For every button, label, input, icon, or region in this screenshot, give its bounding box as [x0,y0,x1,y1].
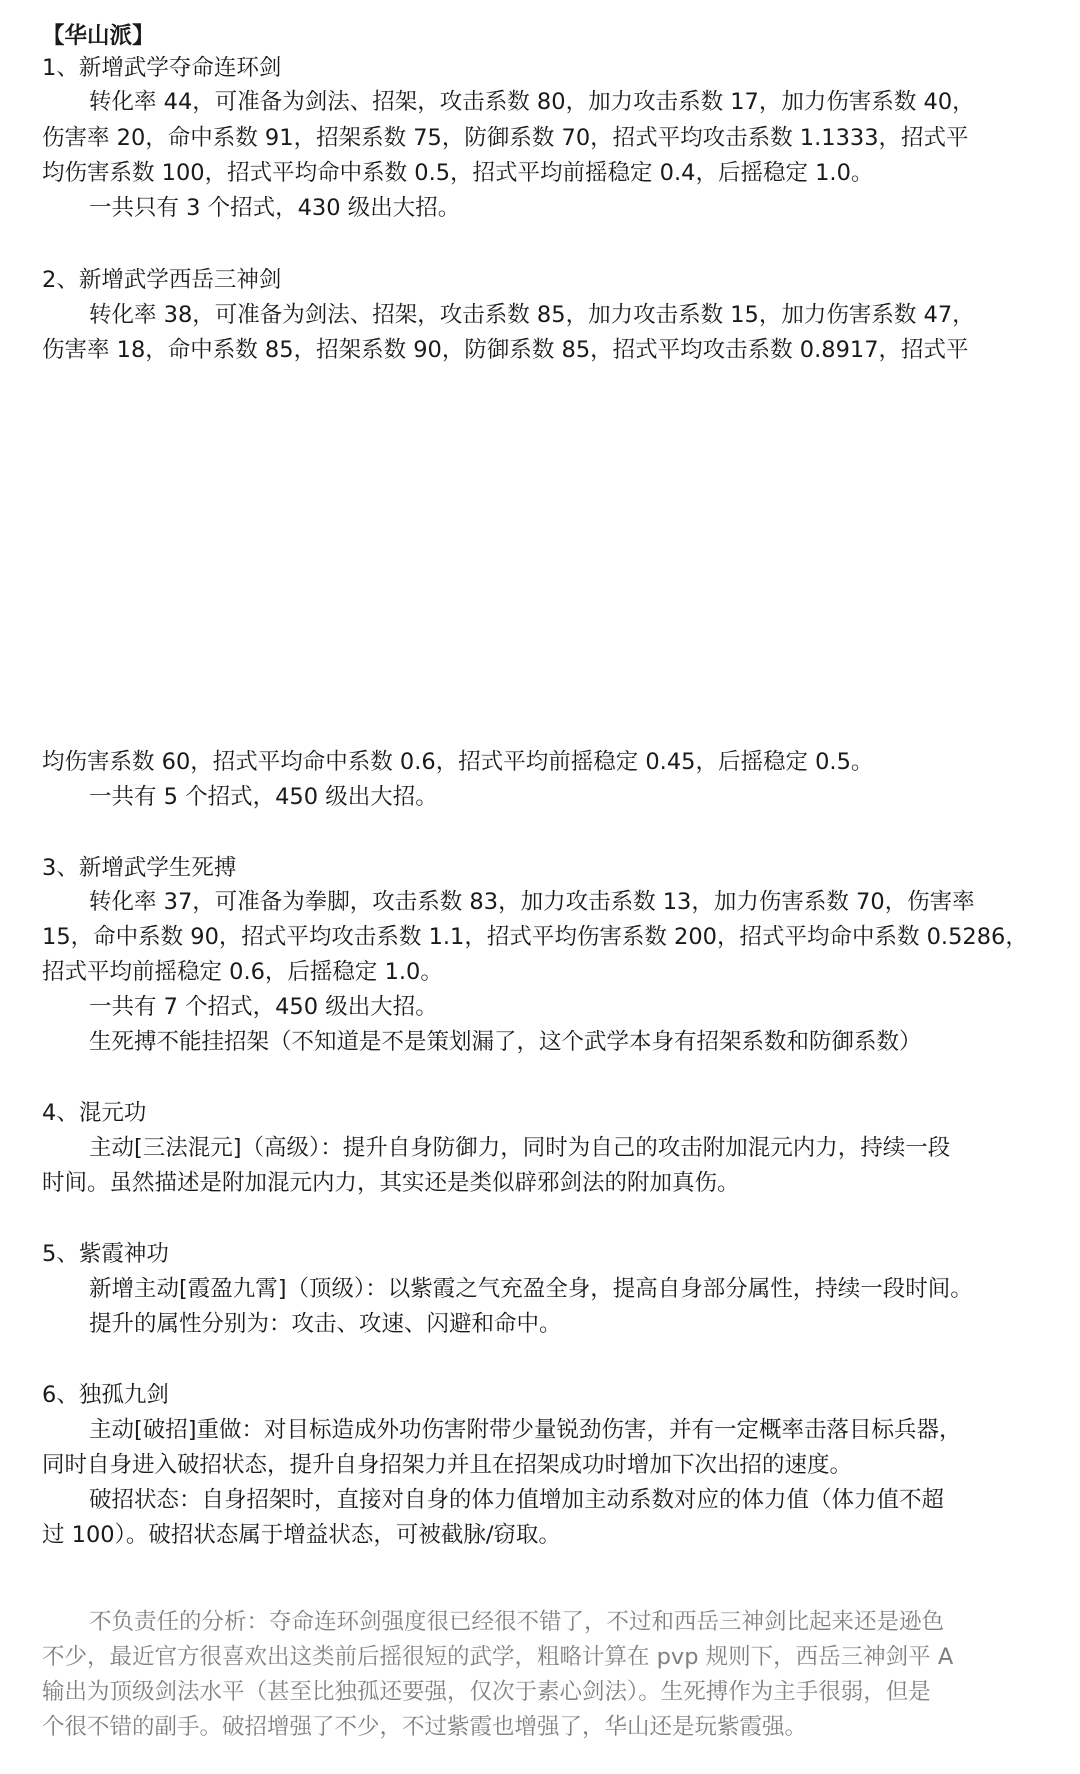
analysis-line-3: 输出为顶级剑法水平（甚至比独孤还要强，仅次于素心剑法）。生死搏作为主手很弱，但是 [42,1679,931,1705]
section-4-title: 4、混元功 [42,1100,147,1126]
section-2-title: 2、新增武学西岳三神剑 [42,267,282,293]
section-6-line-2: 同时自身进入破招状态，提升自身招架力并且在招架成功时增加下次出招的速度。 [42,1452,853,1478]
document-heading: 【华山派】 [42,23,155,49]
section-2-line-1: 转化率 38，可准备为剑法、招架，攻击系数 85，加力攻击系数 15，加力伤害系数 47， [89,302,975,328]
section-1-line-4: 一共只有 3 个招式，430 级出大招。 [89,195,461,221]
analysis-line-1: 不负责任的分析：夺命连环剑强度很已经很不错了，不过和西岳三神剑比起来还是逊色 [89,1609,945,1635]
section-5-title: 5、紫霞神功 [42,1241,169,1267]
section-4-line-2: 时间。虽然描述是附加混元内力，其实还是类似辟邪剑法的附加真伤。 [42,1170,740,1196]
section-3-line-3: 招式平均前摇稳定 0.6，后摇稳定 1.0。 [42,959,443,985]
section-3-line-1: 转化率 37，可准备为拳脚，攻击系数 83，加力攻击系数 13，加力伤害系数 70，伤害率 [89,889,975,915]
section-6-line-1: 主动[破招]重做：对目标造成外功伤害附带少量锐劲伤害，并有一定概率击落目标兵器， [89,1417,962,1443]
section-3-line-4: 一共有 7 个招式，450 级出大招。 [89,994,438,1020]
section-6-line-4: 过 100）。破招状态属于增益状态，可被截脉/窃取。 [42,1522,561,1548]
section-3-line-2: 15，命中系数 90，招式平均攻击系数 1.1，招式平均伤害系数 200，招式平均命中系数 0.5286， [42,924,1028,950]
section-2-line-4: 一共有 5 个招式，450 级出大招。 [89,784,438,810]
section-4-line-1: 主动[三法混元]（高级）：提升自身防御力，同时为自己的攻击附加混元内力，持续一段 [89,1135,951,1161]
section-1-line-1: 转化率 44，可准备为剑法、招架，攻击系数 80，加力攻击系数 17，加力伤害系数 40， [89,89,975,115]
section-3-line-5: 生死搏不能挂招架（不知道是不是策划漏了，这个武学本身有招架系数和防御系数） [89,1029,922,1055]
analysis-line-2: 不少，最近官方很喜欢出这类前后摇很短的武学，粗略计算在 pvp 规则下，西岳三神剑平 A [42,1644,954,1670]
section-1-line-2: 伤害率 20，命中系数 91，招架系数 75，防御系数 70，招式平均攻击系数 1.1333，招式平 [42,125,969,151]
section-5-line-1: 新增主动[霞盈九霄]（顶级）：以紫霞之气充盈全身，提高自身部分属性，持续一段时间。 [89,1276,973,1302]
section-1-title: 1、新增武学夺命连环剑 [42,55,282,81]
section-2-line-2: 伤害率 18，命中系数 85，招架系数 90，防御系数 85，招式平均攻击系数 0.8917，招式平 [42,337,969,363]
section-1-line-3: 均伤害系数 100，招式平均命中系数 0.5，招式平均前摇稳定 0.4，后摇稳定 1.0。 [42,160,874,186]
blank-gap [0,372,1080,742]
analysis-line-4: 个很不错的副手。破招增强了不少，不过紫霞也增强了，华山还是玩紫霞强。 [42,1714,808,1740]
section-6-title: 6、独孤九剑 [42,1382,169,1408]
section-5-line-2: 提升的属性分别为：攻击、攻速、闪避和命中。 [89,1311,562,1337]
section-3-title: 3、新增武学生死搏 [42,855,237,881]
section-2-line-3: 均伤害系数 60，招式平均命中系数 0.6，招式平均前摇稳定 0.45，后摇稳定 0.5。 [42,749,874,775]
section-6-line-3: 破招状态：自身招架时，直接对自身的体力值增加主动系数对应的体力值（体力值不超 [89,1487,945,1513]
